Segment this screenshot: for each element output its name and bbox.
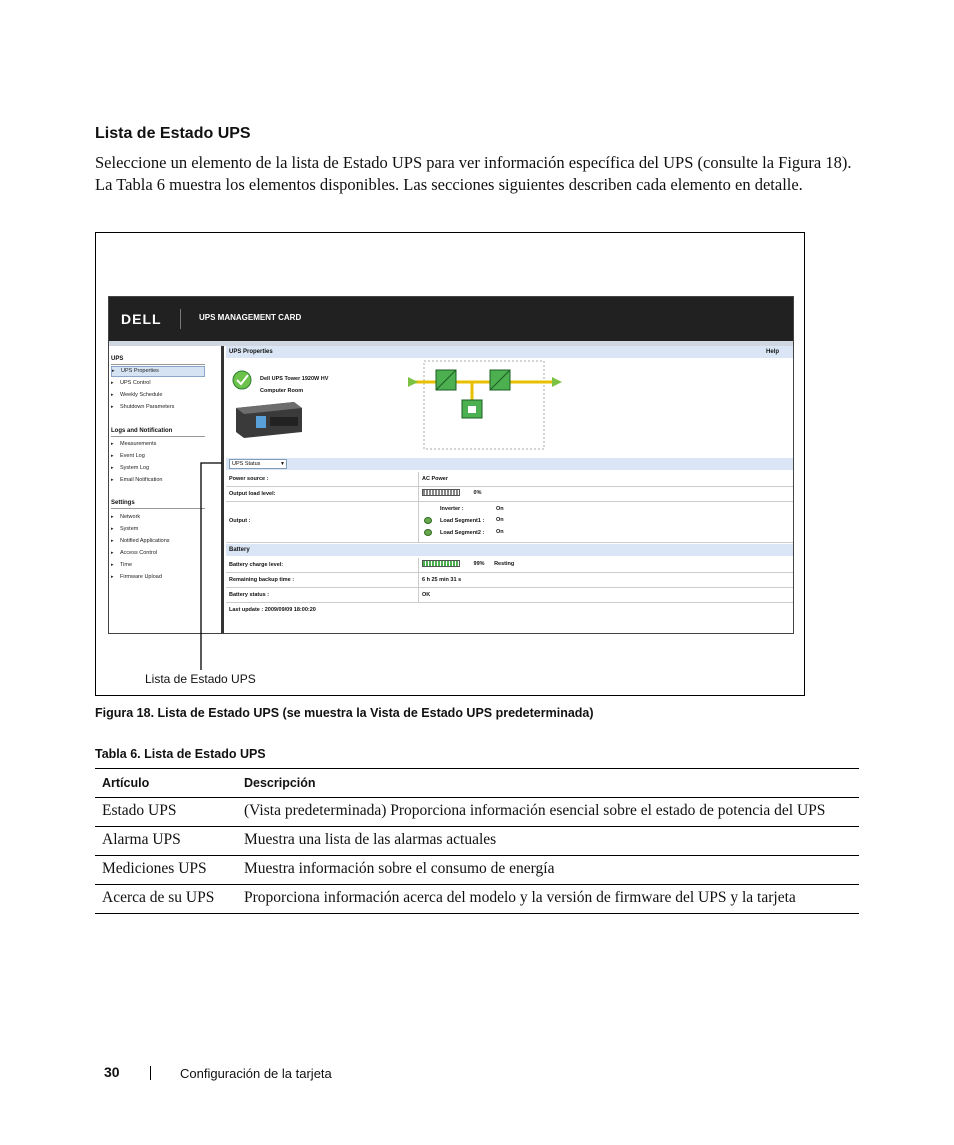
chevron-down-icon: ▼ xyxy=(280,461,285,467)
output-load-bar xyxy=(422,489,460,496)
battery-charge-value: 99% xyxy=(473,560,485,567)
table-header-row xyxy=(95,769,859,798)
segment1-status-icon xyxy=(424,517,432,524)
column-header-description: Descripción xyxy=(237,769,859,798)
dell-logo: DELL xyxy=(121,311,162,327)
row-power-source: Power source : AC Power xyxy=(226,472,793,487)
table-cell: Mediciones UPS xyxy=(95,856,237,885)
table-cell: Acerca de su UPS xyxy=(95,885,237,914)
callout-line xyxy=(195,460,225,672)
table-row xyxy=(95,856,859,885)
sidebar-item-measurements[interactable]: ▸ Measurements xyxy=(111,439,205,450)
status-view-select[interactable]: UPS Status ▼ xyxy=(229,459,287,469)
table-cell: Muestra información sobre el consumo de energía xyxy=(237,856,859,885)
figure-caption: Figura 18. Lista de Estado UPS (se muestra la Vista de Estado UPS predeterminada) xyxy=(95,706,594,720)
caret-right-icon: ▸ xyxy=(111,477,114,483)
table-row xyxy=(95,885,859,914)
sidebar-section-ups: UPS xyxy=(111,356,124,362)
last-update: Last update : 2009/09/09 18:00:20 xyxy=(229,607,316,613)
table-cell: Estado UPS xyxy=(95,798,237,827)
caret-right-icon: ▸ xyxy=(111,562,114,568)
sidebar-item-email-notification[interactable]: ▸ Email Notification xyxy=(111,475,205,486)
row-backup-time: Remaining backup time : 6 h 25 min 31 s xyxy=(226,573,793,588)
output-load-value: 0% xyxy=(473,489,482,496)
caret-right-icon: ▸ xyxy=(112,368,115,374)
page-number: 30 xyxy=(104,1064,120,1080)
caret-right-icon: ▸ xyxy=(111,441,114,447)
table-cell: Proporciona información acerca del modelo y la versión de firmware del UPS y la tarjeta xyxy=(237,885,859,914)
sidebar-divider xyxy=(111,508,205,509)
column-header-article: Artículo xyxy=(95,769,237,798)
table-row xyxy=(95,827,859,856)
sidebar-item-weekly-schedule[interactable]: ▸ Weekly Schedule xyxy=(111,390,205,401)
panel-title: UPS Properties xyxy=(229,349,273,355)
battery-charge-state: Resting xyxy=(494,560,515,567)
caret-right-icon: ▸ xyxy=(111,514,114,520)
caret-right-icon: ▸ xyxy=(111,380,114,386)
input-arrow-icon xyxy=(408,377,418,387)
table-caption: Tabla 6. Lista de Estado UPS xyxy=(95,747,266,761)
caret-right-icon: ▸ xyxy=(111,538,114,544)
output-arrow-icon xyxy=(552,377,562,387)
table-cell: (Vista predeterminada) Proporciona información esencial sobre el estado de potencia del UPS xyxy=(237,798,859,827)
intro-paragraph: Seleccione un elemento de la lista de Estado UPS para ver información específica del UPS (consulte la Figura 18). La Tabla 6 muestra los elementos disponibles. Las secciones siguientes describen cada elemento en detalle. xyxy=(95,153,852,194)
row-output-load: Output load level: 0% xyxy=(226,487,793,502)
header-divider xyxy=(180,309,181,329)
sidebar-section-logs: Logs and Notification xyxy=(111,428,173,434)
card-title: UPS MANAGEMENT CARD xyxy=(199,313,302,322)
panel-header xyxy=(226,346,793,358)
row-output: Output : Inverter : On Load Segment1 : On Load Segment2 : On xyxy=(226,502,793,543)
table-cell: Muestra una lista de las alarmas actuales xyxy=(237,827,859,856)
ups-device-icon xyxy=(236,402,302,438)
battery-charge-bar xyxy=(422,560,460,567)
sidebar-item-access-control[interactable]: ▸ Access Control xyxy=(111,548,205,559)
caret-right-icon: ▸ xyxy=(111,550,114,556)
ups-device-area xyxy=(230,362,340,442)
sidebar-divider xyxy=(111,436,205,437)
row-battery-status: Battery status : OK xyxy=(226,588,793,603)
header-bar xyxy=(109,297,793,341)
sidebar-item-ups-properties[interactable]: ▸ UPS Properties xyxy=(111,366,205,377)
table-row xyxy=(95,798,859,827)
power-flow-diagram xyxy=(406,360,566,452)
footer-section-title: Configuración de la tarjeta xyxy=(180,1066,332,1081)
caret-right-icon: ▸ xyxy=(111,392,114,398)
row-battery-charge: Battery charge level: 99% Resting xyxy=(226,558,793,573)
sidebar-divider xyxy=(111,364,205,365)
caret-right-icon: ▸ xyxy=(111,453,114,459)
status-list-table xyxy=(95,768,859,914)
caret-right-icon: ▸ xyxy=(111,574,114,580)
device-name: Dell UPS Tower 1920W HV xyxy=(260,376,329,382)
sidebar-item-system-log[interactable]: ▸ System Log xyxy=(111,463,205,474)
battery-header: Battery xyxy=(226,544,793,556)
sidebar-item-network[interactable]: ▸ Network xyxy=(111,512,205,523)
help-link[interactable]: Help xyxy=(765,349,779,355)
segment2-status-icon xyxy=(424,529,432,536)
sidebar-item-ups-control[interactable]: ▸ UPS Control xyxy=(111,378,205,389)
caret-right-icon: ▸ xyxy=(111,404,114,410)
rectifier-icon xyxy=(436,370,456,390)
callout-label: Lista de Estado UPS xyxy=(145,672,256,686)
status-select-bar xyxy=(226,458,793,470)
footer-divider xyxy=(150,1066,151,1080)
sidebar-item-notified-applications[interactable]: ▸ Notified Applications xyxy=(111,536,205,547)
battery-icon xyxy=(462,400,482,418)
inverter-icon xyxy=(490,370,510,390)
sidebar-item-event-log[interactable]: ▸ Event Log xyxy=(111,451,205,462)
caret-right-icon: ▸ xyxy=(111,526,114,532)
table-cell: Alarma UPS xyxy=(95,827,237,856)
sidebar-section-settings: Settings xyxy=(111,500,135,506)
sidebar-item-shutdown-parameters[interactable]: ▸ Shutdown Parameters xyxy=(111,402,205,413)
device-location: Computer Room xyxy=(260,388,304,394)
section-heading: Lista de Estado UPS xyxy=(95,125,251,142)
sidebar-item-time[interactable]: ▸ Time xyxy=(111,560,205,571)
main-content xyxy=(226,346,794,634)
sidebar-item-firmware-upload[interactable]: ▸ Firmware Upload xyxy=(111,572,205,583)
sidebar-item-system[interactable]: ▸ System xyxy=(111,524,205,535)
check-ok-icon xyxy=(233,371,251,389)
caret-right-icon: ▸ xyxy=(111,465,114,471)
